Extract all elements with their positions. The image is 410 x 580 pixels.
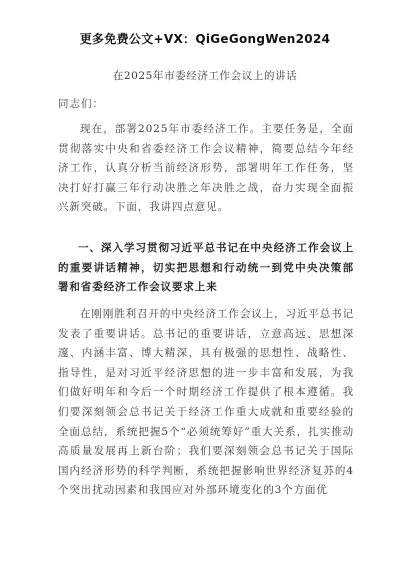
promo-header: 更多免费公文+VX：QiGeGongWen2024 [79, 32, 331, 46]
salutation: 同志们： [58, 98, 104, 110]
body-paragraph: 在刚刚胜利召开的中央经济工作会议上，习近平总书记发表了重要讲话。总书记的重要讲话，立意高远、思想深邃、内涵丰富、博大精深，具有极强的思想性、战略性、指导性，是对习近平经济思想的进一步丰富和发展，为我们做好明年和今后一个时期经济工作提供了根本遵循。我们要深刻领会总书记关于经济工作重大成就和重要经验的全面总结，系统把握5个“必须统筹好”重大关系，扎实推动高质量发展再上新台阶；我们要深刻领会总书记关于国际国内经济形势的科学判断，系统把握影响世界经济复苏的4个突出扰动因素和我国应对外部环境变化的3个方面优 [58, 308, 354, 497]
intro-paragraph: 现在，部署2025年市委经济工作。主要任务是，全面贯彻落实中央和省委经济工作会议精神，简要总结今年经济工作，认真分析当前经济形势，部署明年工作任务，坚决打好打赢三年行动决胜之年决胜之战，奋力实现全面振兴新突破。下面，我讲四点意见。 [58, 123, 354, 214]
section-heading: 一、深入学习贯彻习近平总书记在中央经济工作会议上的重要讲话精神，切实把思想和行动统一到党中央决策部署和省委经济工作会议要求上来 [58, 242, 354, 294]
document-title: 在2025年市委经济工作会议上的讲话 [112, 70, 298, 82]
